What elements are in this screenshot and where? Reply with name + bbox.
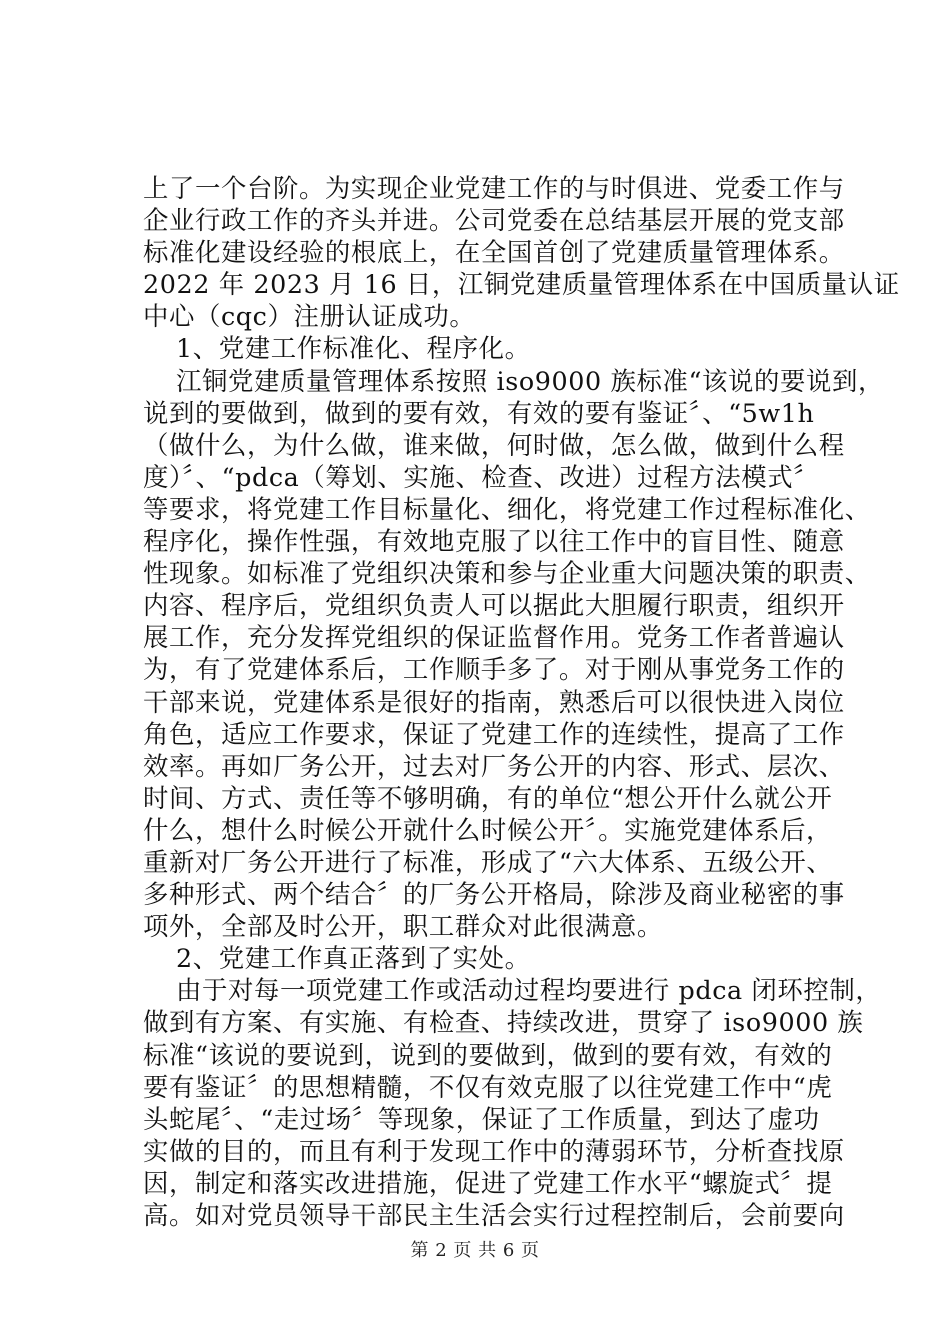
text-line: 上了一个台阶。为实现企业党建工作的与时俱进、党委工作与: [143, 173, 845, 203]
text-line: 程序化，操作性强，有效地克服了以往工作中的盲目性、随意: [143, 526, 845, 557]
text-line: 1、党建工作标准化、程序化。: [176, 333, 531, 364]
text-line: 2、党建工作真正落到了实处。: [176, 943, 531, 974]
text-line: 什么，想什么时候公开就什么时候公开〞。实施党建体系后，: [143, 814, 833, 845]
text-line: 重新对厂务公开进行了标准，形成了“六大体系、五级公开、: [143, 846, 833, 877]
text-line: 展工作，充分发挥党组织的保证监督作用。党务工作者普遍认: [143, 622, 845, 653]
text-line: 2022 年 2023 月 16 日，江铜党建质量管理体系在中国质量认证: [143, 269, 900, 300]
text-line: 等要求，将党建工作目标量化、细化，将党建工作过程标准化、: [143, 493, 871, 524]
text-line: 标准化建设经验的根底上，在全国首创了党建质量管理体系。: [143, 237, 845, 268]
text-line: 说到的要做到，做到的要有效，有效的要有鉴证〞、“5w1h: [143, 397, 815, 428]
text-line: 项外，全部及时公开，职工群众对此很满意。: [143, 911, 663, 942]
text-line: 高。如对党员领导干部民主生活会实行过程控制后，会前要向: [143, 1200, 845, 1230]
text-line: 由于对每一项党建工作或活动过程均要进行 pdca 闭环控制，: [176, 975, 882, 1006]
text-line: 多种形式、两个结合〞的厂务公开格局，除涉及商业秘密的事: [143, 879, 845, 910]
text-line: 为，有了党建体系后，工作顺手多了。对于刚从事党务工作的: [143, 654, 845, 685]
text-line: 性现象。如标准了党组织决策和参与企业重大问题决策的职责、: [143, 558, 871, 589]
text-line: （做什么，为什么做，谁来做，何时做，怎么做，做到什么程: [143, 429, 845, 460]
text-line: 标准“该说的要说到，说到的要做到，做到的要有效，有效的: [143, 1039, 833, 1070]
text-line: 企业行政工作的齐头并进。公司党委在总结基层开展的党支部: [143, 205, 845, 236]
text-line: 中心（cqc）注册认证成功。: [143, 301, 476, 332]
document-body: [143, 172, 900, 1231]
text-line: 要有鉴证〞的思想精髓，不仅有效克服了以往党建工作中“虎: [143, 1071, 833, 1102]
text-line: 实做的目的，而且有利于发现工作中的薄弱环节，分析查找原: [143, 1135, 845, 1166]
text-line: 时间、方式、责任等不够明确，有的单位“想公开什么就公开: [143, 782, 833, 813]
text-line: 度）〞、“pdca（筹划、实施、检查、改进）过程方法模式〞: [143, 461, 820, 492]
text-line: 角色，适应工作要求，保证了党建工作的连续性，提高了工作: [143, 718, 845, 749]
text-line: 效率。再如厂务公开，过去对厂务公开的内容、形式、层次、: [143, 750, 845, 781]
text-line: 江铜党建质量管理体系按照 iso9000 族标准“该说的要说到，: [176, 365, 884, 396]
text-line: 内容、程序后，党组织负责人可以据此大胆履行职责，组织开: [143, 590, 845, 621]
text-line: 因，制定和落实改进措施，促进了党建工作水平“螺旋式〞提: [143, 1167, 833, 1198]
text-line: 干部来说，党建体系是很好的指南，熟悉后可以很快进入岗位: [143, 686, 845, 717]
text-line: 做到有方案、有实施、有检查、持续改进，贯穿了 iso9000 族: [143, 1007, 864, 1038]
page-number-footer: 第 2 页 共 6 页: [410, 1240, 540, 1261]
text-line: 头蛇尾〞、“走过场〞等现象，保证了工作质量，到达了虚功: [143, 1103, 820, 1134]
